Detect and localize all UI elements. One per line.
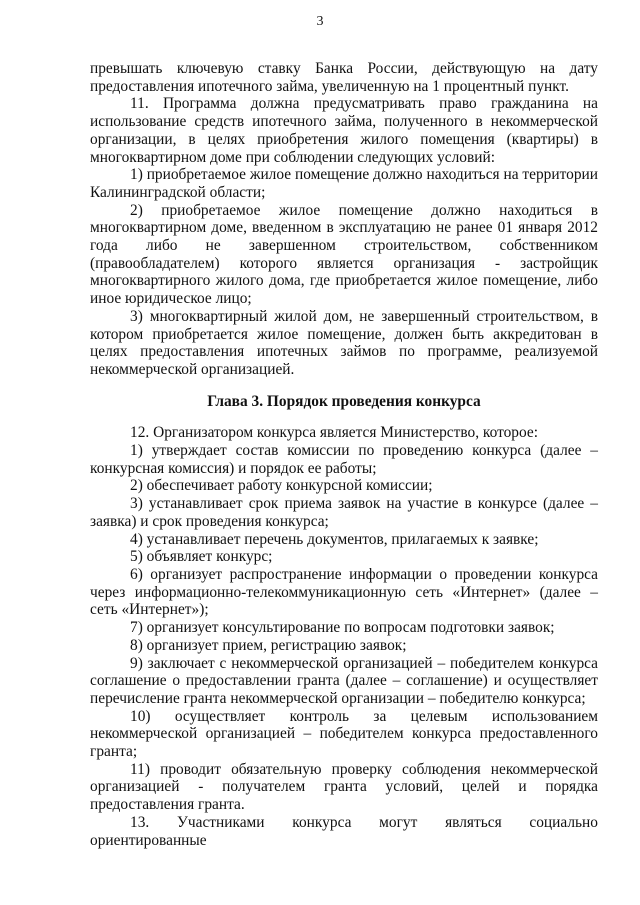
- document-body: [90, 60, 598, 849]
- page-number: 3: [316, 14, 324, 29]
- list-item: 6) организует распространение информации о проведении конкурса через информационно-телекоммуникационную сеть «Интернет» (далее – сеть «Интернет»);: [90, 565, 598, 619]
- paragraph-condition-2: 2) приобретаемое жилое помещение должно находиться в многоквартирном доме, введенном в эксплуатацию не ранее 01 января 2012 года либо не завершенном строительством, собственником (правообладателем) которого является организация - застройщик многоквартирного жилого дома, где приобретается жилое помещение, либо иное юридическое лицо;: [90, 201, 598, 308]
- list-item: 7) организует консультирование по вопросам подготовки заявок;: [130, 619, 555, 637]
- paragraph-item-12: 12. Организатором конкурса является Министерство, которое:: [130, 424, 538, 442]
- list-item: 8) организует прием, регистрацию заявок;: [130, 636, 407, 654]
- paragraph-item-13: 13. Участниками конкурса могут являться социально ориентированные: [90, 813, 598, 849]
- list-item: 11) проводит обязательную проверку соблюдения некоммерческой организацией - получателем гранта условий, целей и порядка предоставления гранта.: [90, 760, 598, 814]
- paragraph-continuation: превышать ключевую ставку Банка России, действующую на дату предоставления ипотечного займа, увеличенную на 1 процентный пункт.: [90, 60, 598, 95]
- list-item: 3) устанавливает срок приема заявок на участие в конкурсе (далее – заявка) и срок проведения конкурса;: [90, 495, 598, 530]
- list-item: 2) обеспечивает работу конкурсной комиссии;: [130, 477, 433, 495]
- list-item: 10) осуществляет контроль за целевым использованием некоммерческой организацией – победителем конкурса предоставленного гранта;: [90, 707, 598, 761]
- list-item: 4) устанавливает перечень документов, прилагаемых к заявке;: [130, 530, 539, 548]
- paragraph-item-11: 11. Программа должна предусматривать право гражданина на использование средств ипотечного займа, полученного в некоммерческой организации, в целях приобретения жилого помещения (квартиры) в многоквартирном доме при соблюдении следующих условий:: [90, 95, 598, 166]
- list-item: 9) заключает с некоммерческой организацией – победителем конкурса соглашение о предоставлении гранта (далее – соглашение) и осуществляет перечисление гранта некоммерческой организации – победителю конкурса;: [90, 654, 598, 707]
- chapter-heading: Глава 3. Порядок проведения конкурса: [207, 392, 481, 410]
- list-item: 5) объявляет конкурс;: [130, 548, 273, 566]
- list-item: 1) утверждает состав комиссии по проведению конкурса (далее – конкурсная комиссия) и порядок ее работы;: [90, 442, 598, 477]
- paragraph-condition-1: 1) приобретаемое жилое помещение должно находиться на территории Калининградской области;: [90, 166, 598, 201]
- paragraph-condition-3: 3) многоквартирный жилой дом, не завершенный строительством, в котором приобретается жилое помещение, должен быть аккредитован в целях предоставления ипотечных займов по программе, реализуемой некоммерческой организацией.: [90, 307, 598, 378]
